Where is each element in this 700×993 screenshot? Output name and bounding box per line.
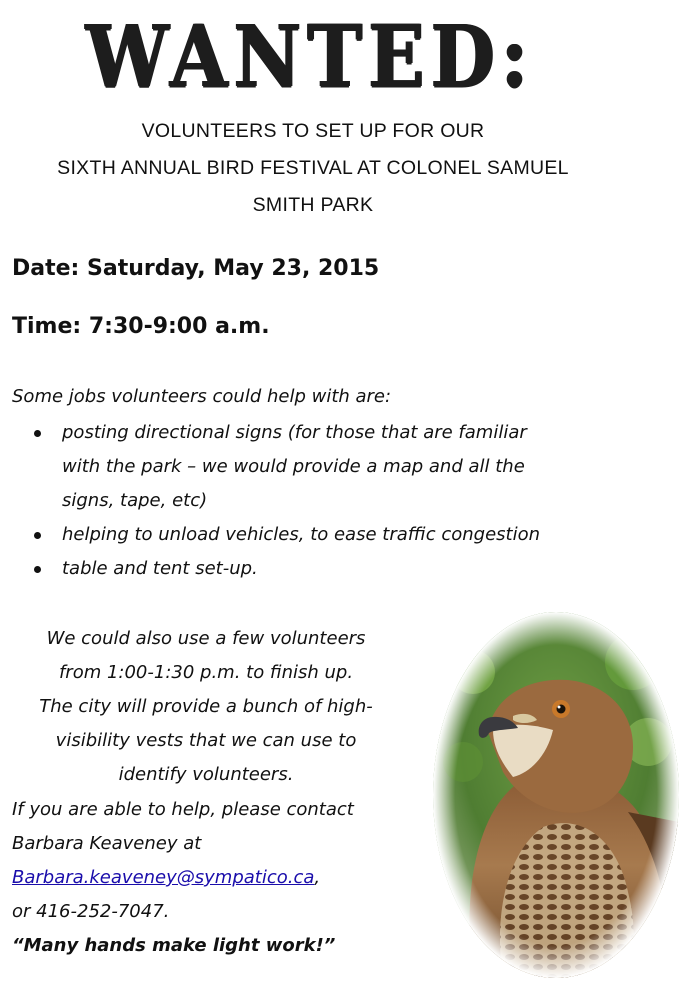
hawk-photo: [433, 612, 679, 978]
event-date: Date: Saturday, May 23, 2015: [12, 256, 380, 281]
bullet-icon: [34, 566, 41, 573]
contact-line: If you are able to help, please contact: [12, 799, 354, 820]
afternoon-line: from 1:00-1:30 p.m. to finish up.: [58, 662, 354, 683]
jobs-intro: Some jobs volunteers could help with are:: [12, 386, 392, 407]
list-item: [12, 518, 632, 552]
contact-email-line: [12, 861, 354, 895]
event-time: Time: 7:30-9:00 a.m.: [12, 314, 270, 339]
job-line: with the park – we would provide a map and all the: [62, 456, 525, 477]
afternoon-line: identify volunteers.: [118, 764, 294, 785]
job-line: helping to unload vehicles, to ease traffic congestion: [62, 524, 541, 545]
jobs-list: [12, 416, 632, 586]
afternoon-line: The city will provide a bunch of high-: [39, 696, 373, 717]
job-line: table and tent set-up.: [62, 558, 258, 579]
headline-line-2: SIXTH ANNUAL BIRD FESTIVAL AT COLONEL SAMUEL: [57, 157, 569, 179]
wanted-title: WANTED:: [85, 8, 535, 107]
contact-line: Barbara Keaveney at: [12, 833, 202, 854]
phone-line: or 416-252-7047.: [12, 901, 170, 922]
bullet-icon: [34, 532, 41, 539]
headline-line-3: SMITH PARK: [252, 194, 374, 216]
email-suffix: ,: [314, 867, 321, 888]
job-line: signs, tape, etc): [62, 490, 208, 511]
email-link[interactable]: Barbara.keaveney@sympatico.ca: [12, 867, 315, 888]
afternoon-line: We could also use a few volunteers: [46, 628, 366, 649]
contact-block: [12, 793, 354, 963]
afternoon-line: visibility vests that we can use to: [55, 730, 357, 751]
headline-line-1: VOLUNTEERS TO SET UP FOR OUR: [141, 120, 485, 142]
list-item: [12, 552, 632, 586]
list-item: [12, 416, 632, 518]
bullet-icon: [34, 430, 41, 437]
job-line: posting directional signs (for those that are familiar: [62, 422, 527, 443]
closing-quote: “Many hands make light work!”: [12, 935, 336, 956]
afternoon-paragraph: [0, 622, 412, 792]
